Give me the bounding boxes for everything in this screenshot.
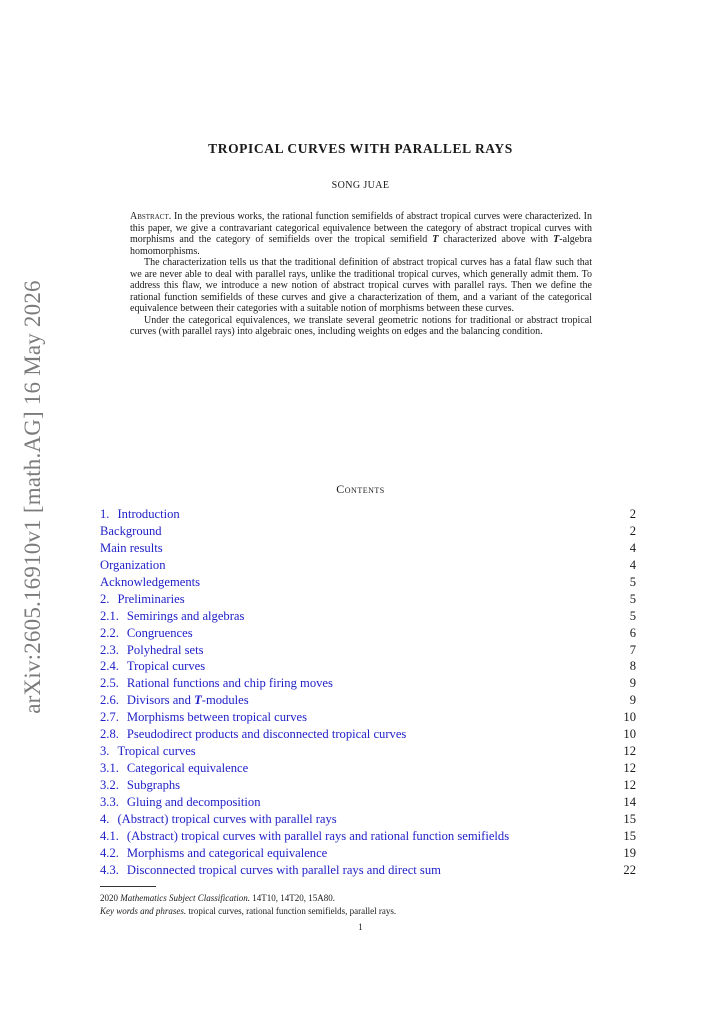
toc-section-number: 2.3. <box>100 642 119 657</box>
tropical-semifield-symbol: T <box>432 234 439 246</box>
toc-page-number: 10 <box>623 710 636 725</box>
toc-page-number: 9 <box>629 693 636 708</box>
toc-section-title: Gluing and decomposition <box>126 794 261 809</box>
toc-page-number: 4 <box>629 557 636 572</box>
toc-section-number: 3. <box>100 744 110 759</box>
toc-section-number: 4.1. <box>100 828 119 843</box>
tropical-semifield-symbol: T <box>194 693 202 708</box>
abstract-label: Abstract. <box>130 211 172 222</box>
toc-entry-link[interactable] <box>100 845 327 862</box>
keywords: tropical curves, rational function semifields, parallel rays. <box>188 906 397 916</box>
toc-page-number: 9 <box>629 676 636 691</box>
toc-section-number: 4.2. <box>100 845 119 860</box>
arxiv-identifier: arXiv:2605.16910v1 [math.AG] 16 May 2026 <box>20 280 45 714</box>
toc-page-number: 12 <box>623 761 636 776</box>
abstract-paragraph-3: Under the categorical equivalences, we translate several geometric notions for traditional or abstract tropical curves (with parallel rays) into algebraic ones, including weights on edges and the balancing condition. <box>130 314 592 338</box>
toc-section-title: Main results <box>100 540 163 555</box>
toc-entry <box>100 760 636 777</box>
toc-section-title: (Abstract) tropical curves with parallel rays <box>117 811 337 826</box>
toc-page-number: 12 <box>623 744 636 759</box>
toc-entry <box>100 743 636 760</box>
toc-entry-link[interactable] <box>100 540 163 557</box>
toc-entry <box>100 828 636 845</box>
toc-page-number: 5 <box>629 591 636 606</box>
toc-entry <box>100 658 636 675</box>
toc-section-title: Organization <box>100 557 166 572</box>
toc-page-number: 5 <box>629 608 636 623</box>
toc-entry-link[interactable] <box>100 506 180 523</box>
toc-entry-link[interactable] <box>100 642 204 659</box>
toc-section-title: Disconnected tropical curves with parallel rays and direct sum <box>126 862 441 877</box>
toc-section-number: 4. <box>100 811 110 826</box>
toc-section-number: 2.4. <box>100 659 119 674</box>
toc-page-number: 10 <box>623 727 636 742</box>
toc-section-title: Morphisms and categorical equivalence <box>126 845 328 860</box>
msc-codes: 14T10, 14T20, 15A80. <box>252 893 335 903</box>
toc-entry-link[interactable] <box>100 692 249 709</box>
toc-entry-link[interactable] <box>100 675 333 692</box>
toc-page-number: 8 <box>629 659 636 674</box>
toc-section-title: Tropical curves <box>126 659 206 674</box>
toc-section-title: Divisors and <box>126 693 195 708</box>
toc-section-number: 2.6. <box>100 693 119 708</box>
toc-page-number: 14 <box>623 794 636 809</box>
toc-section-title: Congruences <box>126 625 193 640</box>
toc-entry <box>100 675 636 692</box>
toc-page-number: 19 <box>623 845 636 860</box>
toc-entry-link[interactable] <box>100 726 406 743</box>
toc-entry <box>100 557 636 574</box>
toc-entry-link[interactable] <box>100 591 185 608</box>
toc-page-number: 4 <box>629 540 636 555</box>
toc-section-number: 2.7. <box>100 710 119 725</box>
toc-section-number: 4.3. <box>100 862 119 877</box>
toc-entry-link[interactable] <box>100 574 200 591</box>
abstract-paragraph-1 <box>130 211 592 257</box>
abstract <box>130 211 592 338</box>
toc-section-title: Polyhedral sets <box>126 642 204 657</box>
abstract-text: In the previous works, the rational function semifields of abstract tropical curves were characterized. In this paper, we give a contravariant categorical equivalence between the category of abstract tropical curves with morphisms and the category of semifields over the tropical semifield <box>130 211 593 246</box>
toc-entry-link[interactable] <box>100 608 244 625</box>
toc-entry-link[interactable] <box>100 811 337 828</box>
toc-entry <box>100 506 636 523</box>
toc-section-title: (Abstract) tropical curves with parallel rays and rational function semifields <box>126 828 510 843</box>
toc-section-number: 3.2. <box>100 778 119 792</box>
toc-section-title: Background <box>100 523 162 538</box>
toc-section-number: 1. <box>100 507 110 521</box>
toc-section-title: Rational functions and chip firing moves <box>126 676 333 691</box>
author-name: SONG JUAE <box>331 180 390 191</box>
msc-label: Mathematics Subject Classification. <box>120 893 250 903</box>
toc-page-number: 15 <box>623 828 636 843</box>
toc-entry <box>100 540 636 557</box>
page-number: 1 <box>358 922 363 932</box>
toc-entry <box>100 591 636 608</box>
toc-page-number: 15 <box>623 811 636 826</box>
toc-entry <box>100 625 636 642</box>
footnote-keywords <box>100 906 636 917</box>
toc-section-title: Introduction <box>117 507 180 521</box>
toc-section-title: Categorical equivalence <box>126 761 249 776</box>
abstract-text: characterized above with <box>438 234 554 246</box>
toc-page-number: 12 <box>623 778 636 792</box>
toc-section-number: 3.3. <box>100 794 119 809</box>
toc-section-title: Acknowledgements <box>100 574 201 589</box>
msc-year: 2020 <box>100 893 118 903</box>
toc-entry-link[interactable] <box>100 760 248 777</box>
toc-entry-link[interactable] <box>100 862 441 879</box>
toc-entry-link[interactable] <box>100 557 166 574</box>
toc-entry-link[interactable] <box>100 625 193 642</box>
contents-heading: Contents <box>336 482 385 496</box>
abstract-text: -algebra homomorphisms. <box>130 234 592 257</box>
keywords-label: Key words and phrases. <box>100 906 187 916</box>
toc-section-title: -modules <box>201 693 249 708</box>
toc-entry <box>100 709 636 726</box>
tropical-semifield-symbol: T <box>553 234 560 246</box>
toc-section-number: 2. <box>100 591 110 606</box>
toc-entry <box>100 692 636 709</box>
toc-entry-link[interactable] <box>100 709 307 726</box>
toc-page-number: 6 <box>629 625 636 640</box>
toc-section-title: Preliminaries <box>117 591 185 606</box>
toc-entry-link[interactable] <box>100 777 180 794</box>
toc-page-number: 2 <box>629 523 636 538</box>
toc-page-number: 5 <box>629 574 636 589</box>
toc-entry-link[interactable] <box>100 794 261 811</box>
table-of-contents <box>100 506 636 879</box>
paper-title: TROPICAL CURVES WITH PARALLEL RAYS <box>208 141 513 156</box>
toc-entry-link[interactable] <box>100 743 196 760</box>
toc-entry-link[interactable] <box>100 658 205 675</box>
footnote-divider <box>100 886 156 887</box>
toc-entry <box>100 726 636 743</box>
toc-entry-link[interactable] <box>100 828 509 845</box>
toc-page-number: 2 <box>629 507 636 521</box>
toc-page-number: 7 <box>629 642 636 657</box>
toc-section-number: 2.5. <box>100 676 119 691</box>
footnote-msc <box>100 893 636 904</box>
toc-section-number: 3.1. <box>100 761 119 776</box>
toc-entry <box>100 608 636 625</box>
toc-section-title: Morphisms between tropical curves <box>126 710 308 725</box>
abstract-paragraph-2: The characterization tells us that the traditional definition of abstract tropical curves has a fatal flaw such that we are never able to deal with parallel rays, unlike the traditional tropical curves, which generally admit them. To address this flaw, we introduce a new notion of abstract tropical curves with parallel rays. Then we define the rational function semifields of these curves and give a characterization of them, and a variant of the categorical equivalence between their categories with a suitable notion of morphisms between these curves. <box>130 257 592 315</box>
toc-entry <box>100 574 636 591</box>
toc-entry <box>100 777 636 794</box>
toc-entry <box>100 845 636 862</box>
toc-entry <box>100 642 636 659</box>
toc-section-title: Tropical curves <box>117 744 196 759</box>
toc-entry <box>100 794 636 811</box>
toc-entry <box>100 523 636 540</box>
toc-entry <box>100 811 636 828</box>
toc-entry <box>100 862 636 879</box>
toc-section-number: 2.1. <box>100 608 119 623</box>
toc-section-title: Subgraphs <box>126 778 181 792</box>
toc-section-title: Semirings and algebras <box>126 608 245 623</box>
toc-entry-link[interactable] <box>100 523 162 540</box>
toc-section-title: Pseudodirect products and disconnected tropical curves <box>126 727 407 742</box>
toc-section-number: 2.8. <box>100 727 119 742</box>
toc-section-number: 2.2. <box>100 625 119 640</box>
toc-page-number: 22 <box>623 862 636 877</box>
